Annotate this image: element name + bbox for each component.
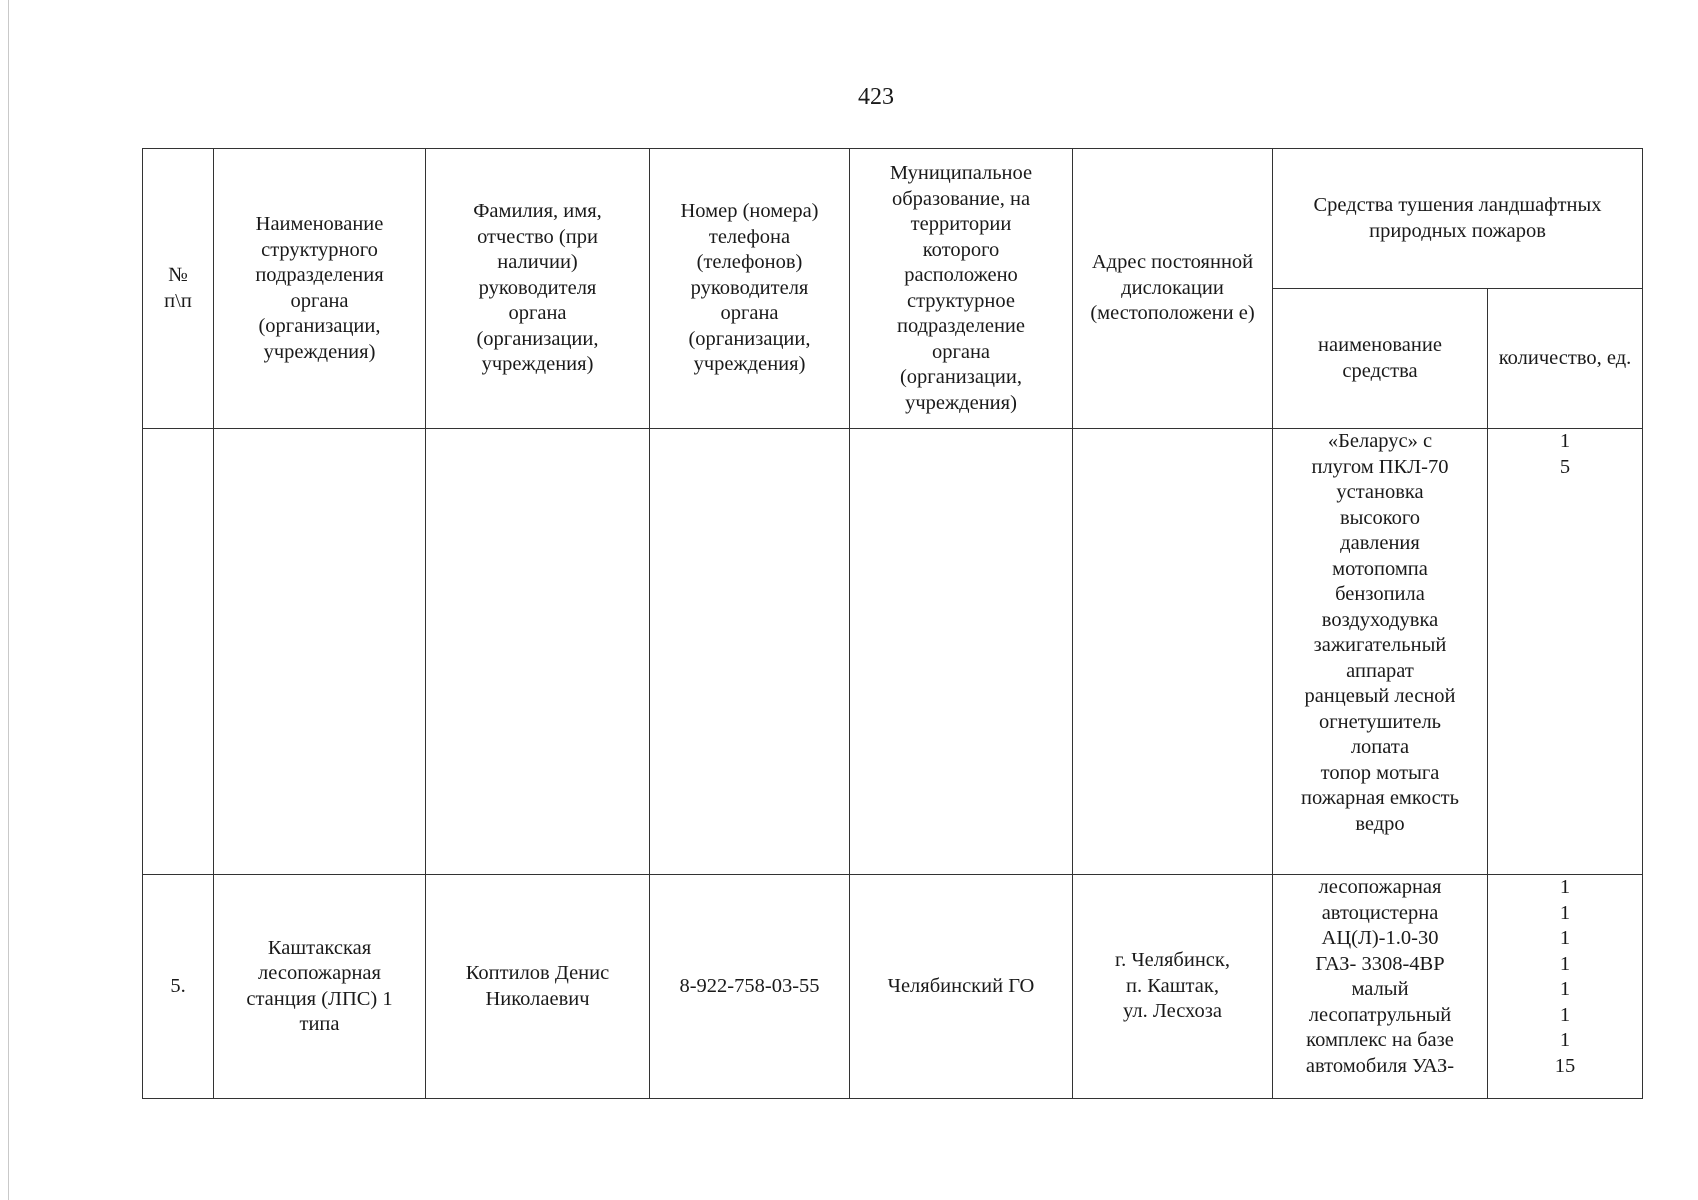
means-item: высокого — [1339, 506, 1421, 529]
address-line: п. Каштак, — [1126, 974, 1219, 997]
cell-num: 5. — [143, 875, 214, 1099]
cell-phone: 8-922-758-03-55 — [650, 875, 850, 1099]
means-item: «Беларус» с — [1327, 430, 1433, 452]
quantity-value: 1 — [1559, 901, 1571, 924]
quantity-value: 1 — [1559, 1003, 1571, 1026]
header-means-name: наименование средства — [1273, 289, 1488, 429]
means-item: мотопомпа — [1332, 557, 1428, 580]
header-head-name: Фамилия, имя, отчество (при наличии) руководителя органа (организации, учреждения) — [426, 149, 650, 429]
page-number: 423 — [858, 84, 894, 110]
cell-quantities — [1488, 429, 1643, 875]
cell-unit-name: Каштакская лесопожарная станция (ЛПС) 1 типа — [214, 875, 426, 1099]
equipment-table — [142, 148, 1643, 1099]
header-row — [143, 149, 1643, 289]
means-item: ранцевый лесной — [1304, 685, 1456, 707]
header-address: Адрес постоянной дислокации (местоположени е) — [1073, 149, 1273, 429]
cell-quantities — [1488, 875, 1643, 1099]
means-item: установка — [1336, 481, 1424, 503]
means-item: зажигательный — [1313, 634, 1447, 656]
means-item: малый — [1351, 978, 1409, 1000]
means-item: автоцистерна — [1321, 901, 1439, 924]
cell-head-name: Коптилов Денис Николаевич — [426, 875, 650, 1099]
scan-edge-line — [8, 0, 9, 1200]
header-means-group: Средства тушения ландшафтных природных пожаров — [1273, 149, 1643, 289]
cell-means-list — [1273, 429, 1488, 875]
means-item: ГАЗ- 3308-4ВР — [1315, 952, 1445, 975]
means-item: ведро — [1355, 812, 1405, 835]
header-municipality: Муниципальное образование, на территории которого расположено структурное подразделение органа (организации, учреждения) — [850, 149, 1073, 429]
means-item: комплекс на базе — [1306, 1029, 1454, 1051]
address-line: г. Челябинск, — [1115, 949, 1230, 972]
quantity-value: 1 — [1559, 927, 1571, 949]
means-item: огнетушитель — [1318, 710, 1442, 733]
cell-num — [143, 429, 214, 875]
quantity-value: 5 — [1559, 455, 1571, 478]
means-item: бензопила — [1335, 583, 1425, 605]
means-item: давления — [1340, 532, 1420, 554]
means-item: АЦ(Л)-1.0-30 — [1321, 927, 1439, 949]
header-unit-name: Наименование структурного подразделения органа (организации, учреждения) — [214, 149, 426, 429]
cell-phone — [650, 429, 850, 875]
cell-unit-name — [214, 429, 426, 875]
means-item: воздуходувка — [1321, 608, 1439, 631]
means-item: автомобиля УАЗ- — [1305, 1054, 1455, 1077]
address-line: ул. Лесхоза — [1123, 1000, 1222, 1023]
means-item: лопата — [1350, 736, 1410, 758]
cell-address — [1073, 429, 1273, 875]
cell-head-name — [426, 429, 650, 875]
cell-means-list — [1273, 875, 1488, 1099]
cell-address — [1073, 875, 1273, 1099]
header-means-qty: количество, ед. — [1488, 289, 1643, 429]
table-row — [143, 429, 1643, 875]
header-phone: Номер (номера) телефона (телефонов) руководителя органа (организации, учреждения) — [650, 149, 850, 429]
quantity-value: 1 — [1559, 952, 1571, 975]
table-row — [143, 875, 1643, 1099]
quantity-value: 1 — [1559, 876, 1571, 898]
cell-municipality: Челябинский ГО — [850, 875, 1073, 1099]
quantity-value: 15 — [1554, 1054, 1576, 1077]
cell-municipality — [850, 429, 1073, 875]
quantity-value: 1 — [1559, 1029, 1571, 1051]
quantity-value: 1 — [1559, 430, 1571, 452]
means-item: аппарат — [1346, 659, 1414, 682]
means-item: лесопожарная — [1318, 876, 1442, 898]
header-num: № п\п — [143, 149, 214, 429]
quantity-value: 1 — [1559, 978, 1571, 1000]
means-item: топор мотыга — [1320, 761, 1440, 784]
means-item: лесопатрульный — [1308, 1003, 1452, 1026]
means-item: пожарная емкость — [1300, 787, 1459, 809]
means-item: плугом ПКЛ-70 — [1311, 455, 1449, 478]
